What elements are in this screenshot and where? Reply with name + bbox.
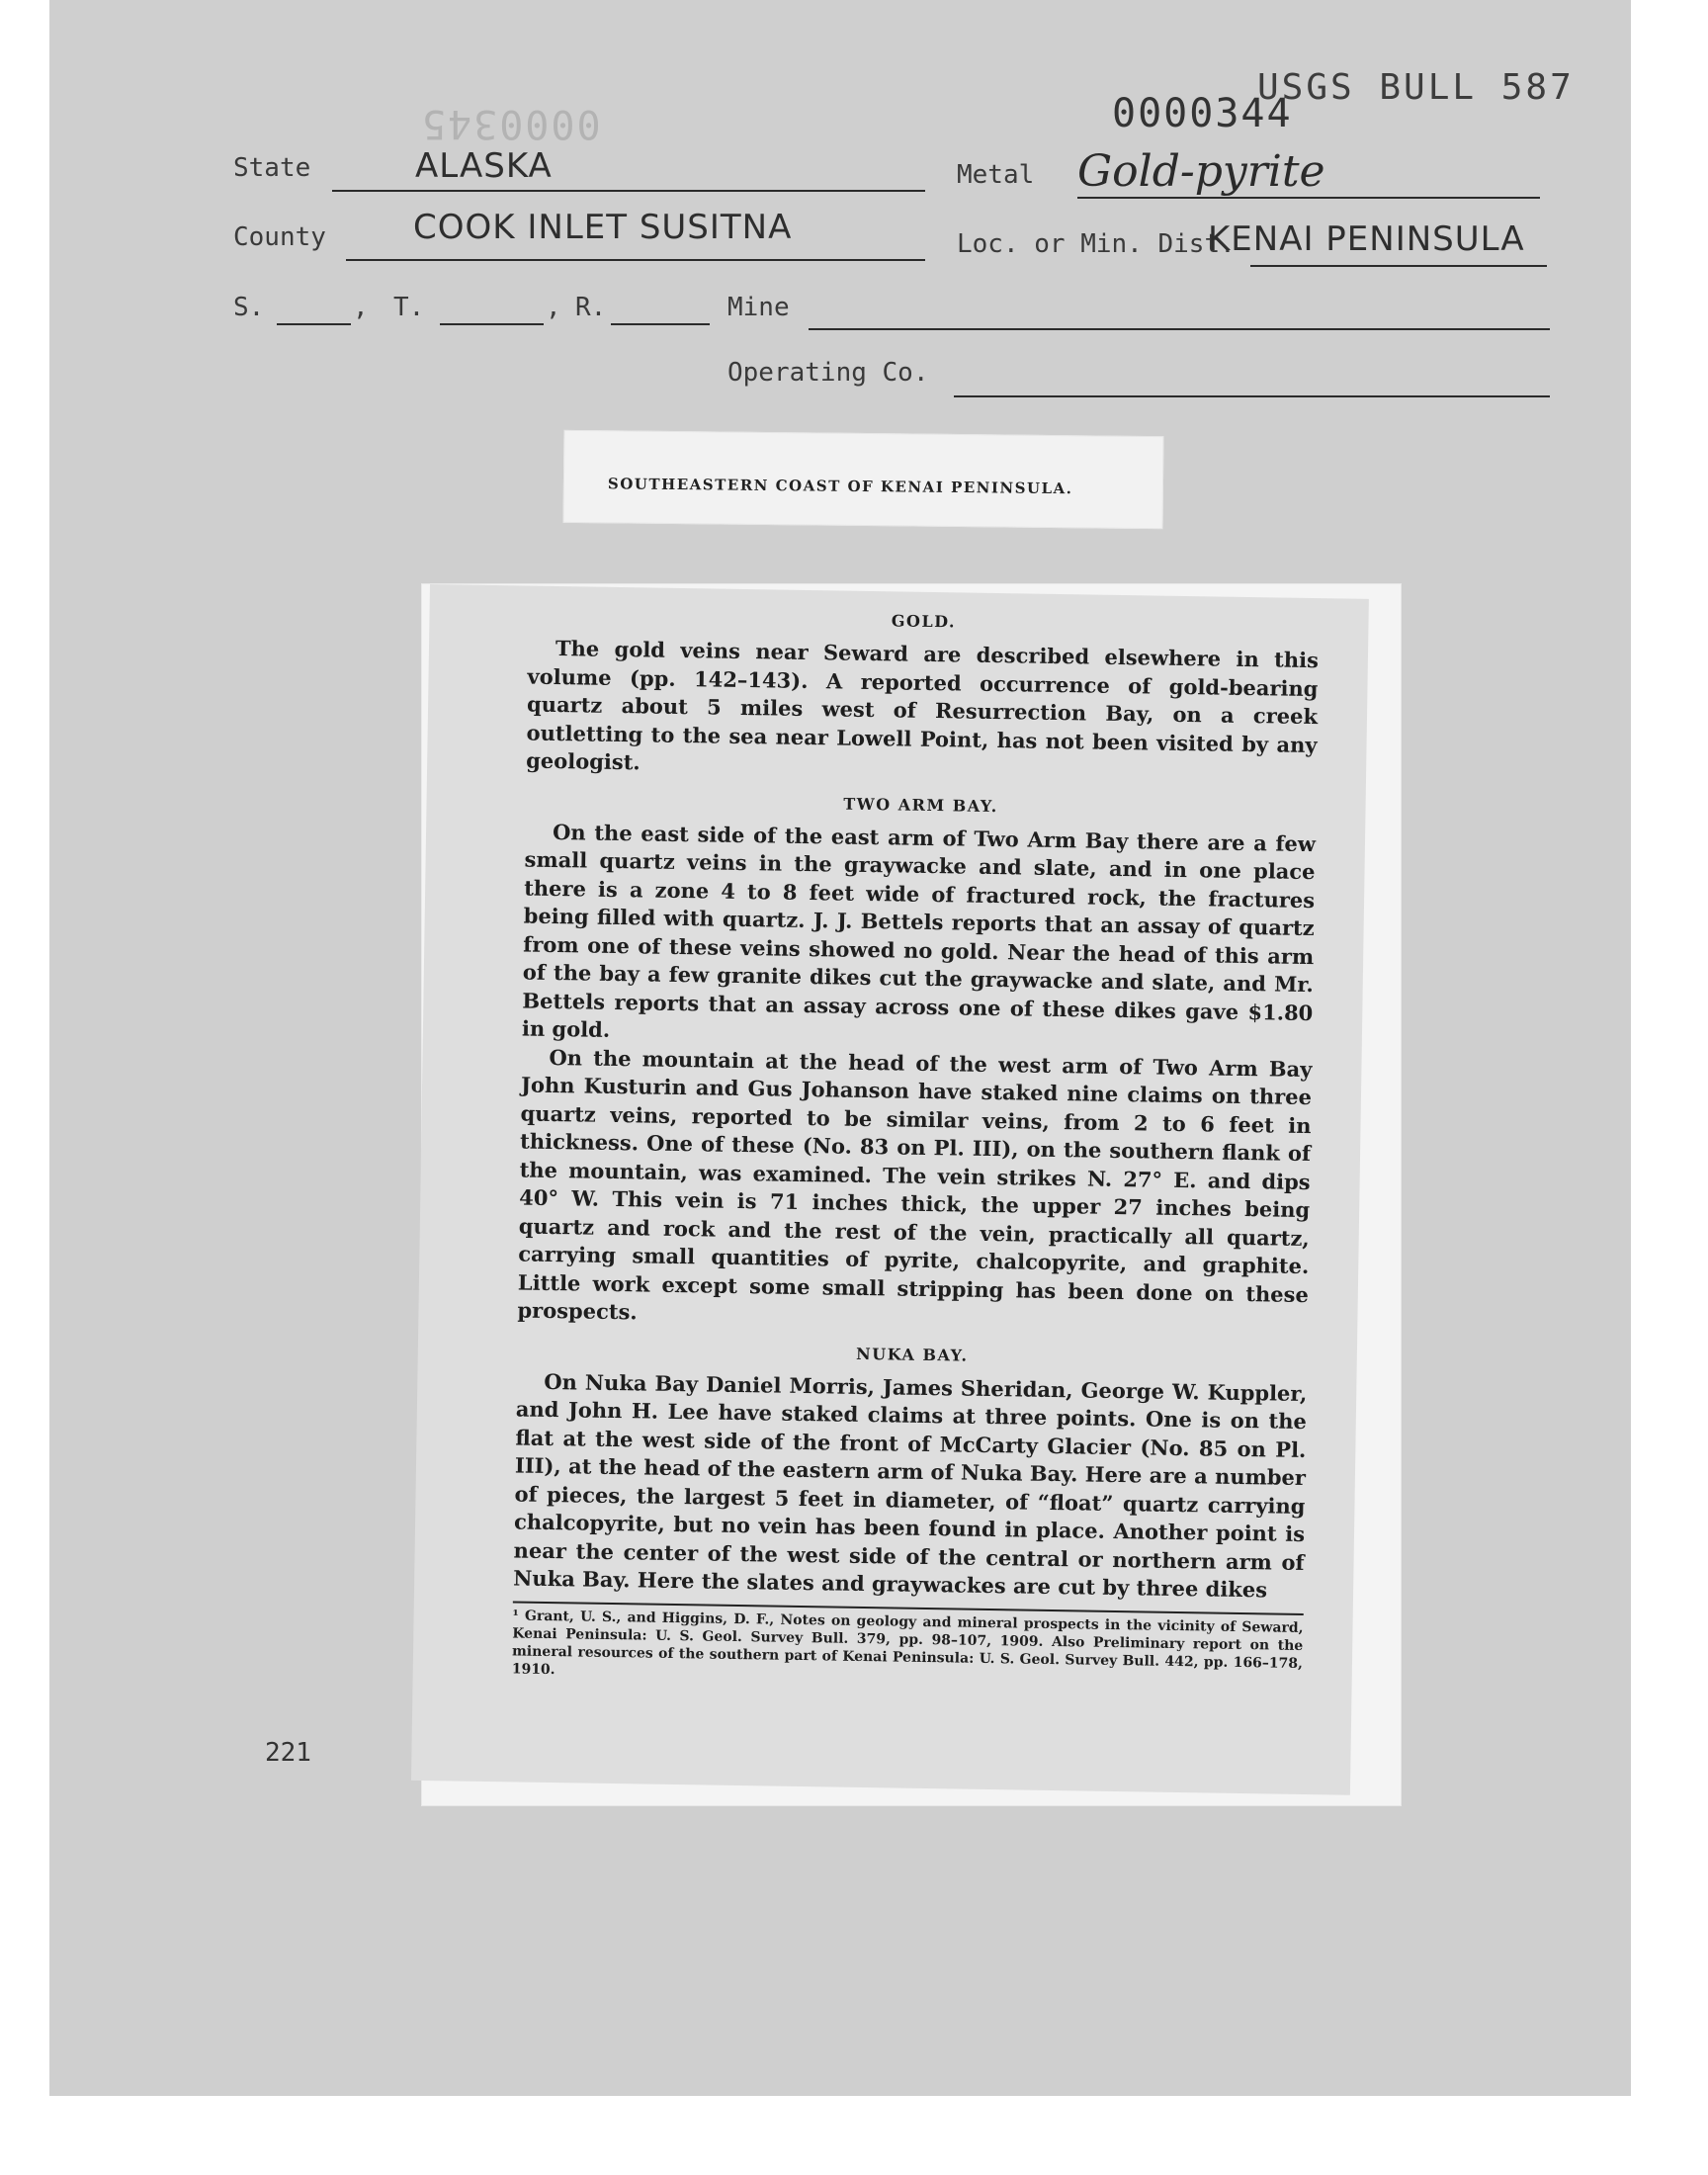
title-strip-text: SOUTHEASTERN COAST OF KENAI PENINSULA. xyxy=(607,475,1073,498)
mine-label: Mine xyxy=(727,293,790,322)
township-label: T. xyxy=(393,293,425,322)
section-label: S. xyxy=(233,293,265,322)
state-label: State xyxy=(233,153,311,183)
operating-label: Operating Co. xyxy=(727,358,929,388)
comma-2: , xyxy=(546,293,561,322)
section-line xyxy=(277,323,351,325)
title-strip xyxy=(563,430,1164,529)
series-label: USGS BULL 587 xyxy=(1257,67,1575,108)
record-card xyxy=(49,0,1631,2096)
operating-line xyxy=(954,395,1550,397)
metal-value: Gold-pyrite xyxy=(1077,146,1325,197)
heading-two-arm-bay: TWO ARM BAY. xyxy=(843,794,998,816)
loc-line xyxy=(1250,265,1547,267)
township-line xyxy=(440,323,544,325)
range-line xyxy=(611,323,710,325)
heading-nuka-bay: NUKA BAY. xyxy=(855,1344,969,1365)
county-value: COOK INLET SUSITNA xyxy=(413,208,793,247)
record-number-stamp: 0000344 xyxy=(1112,91,1293,136)
footnote: ¹ Grant, U. S., and Higgins, D. F., Notes on geology and mineral prospects in the vicinity of Seward, Kenai Peninsula: U. S. Geol. Survey Bull. 379, pp. 98–107, 1909. Also Preliminary report on the mineral resources of the southern part of Kenai Peninsula: U. S. Geol. Survey Bull. 442, pp. 166–178, 1910. xyxy=(511,1607,1304,1678)
paragraph-gold: The gold veins near Seward are described elsewhere in this volume (pp. 142–143). A reported occurrence of gold-bearing quartz about 5 miles west of Resurrection Bay, on a creek outletting to the sea near Lowell Point, has not been visited by any geologist. xyxy=(526,636,1320,775)
faded-record-number: 0000345 xyxy=(420,101,601,146)
state-value: ALASKA xyxy=(415,146,553,186)
metal-line xyxy=(1077,197,1540,199)
loc-label: Loc. or Min. Dist. xyxy=(957,229,1236,259)
comma-1: , xyxy=(353,293,369,322)
metal-label: Metal xyxy=(957,160,1035,190)
paragraph-nuka-bay: On Nuka Bay Daniel Morris, James Sheridan, George W. Kuppler, and John H. Lee have staked claims at three points. One is on the flat at the west side of the front of McCarty Glacier (No. 85 on Pl. III), at the head of the eastern arm of Nuka Bay. Here are a number of pieces, the largest 5 feet in diameter, of “float” quartz carrying chalcopyrite, but no vein has been found in place. Another point is near the center of the west side of the central or northern arm of Nuka Bay. Here the slates and graywackes are cut by three dikes xyxy=(513,1368,1308,1603)
paragraph-two-arm-bay-2: On the mountain at the head of the west arm of Two Arm Bay John Kusturin and Gus Johanson have staked nine claims on three quartz veins, reported to be similar veins, from 2 to 6 feet in thickness. One of these (No. 83 on Pl. III), on the southern flank of the mountain, was examined. The vein strikes N. 27° E. and dips 40° W. This vein is 71 inches thick, the upper 27 inches being quartz and rock and the rest of the vein, practically all quartz, carrying small quantities of pyrite, chalcopyrite, and graphite. Little work except some small stripping has been done on these prospects. xyxy=(517,1044,1313,1325)
mine-line xyxy=(809,328,1550,330)
range-label: R. xyxy=(575,293,607,322)
text-clipping xyxy=(421,583,1402,1806)
page-number: 221 xyxy=(265,1738,311,1768)
paragraph-two-arm-bay-1: On the east side of the east arm of Two Arm Bay there are a few small quartz veins in the graywacke and slate, and in one place there is a zone 4 to 8 feet wide of fractured rock, the fractures being filled with quartz. J. J. Bettels reports that an assay of quartz from one of these veins showed no gold. Near the head of this arm of the bay a few granite dikes cut the graywacke and slate, and Mr. Bettels reports that an assay across one of these dikes gave $1.80 in gold. xyxy=(521,819,1317,1042)
county-label: County xyxy=(233,222,326,252)
loc-value: KENAI PENINSULA xyxy=(1208,219,1525,259)
heading-gold: GOLD. xyxy=(891,611,957,632)
clipping-page xyxy=(411,584,1369,1795)
county-line xyxy=(346,259,925,261)
state-line xyxy=(332,190,925,192)
clipping-body xyxy=(512,586,1320,1691)
